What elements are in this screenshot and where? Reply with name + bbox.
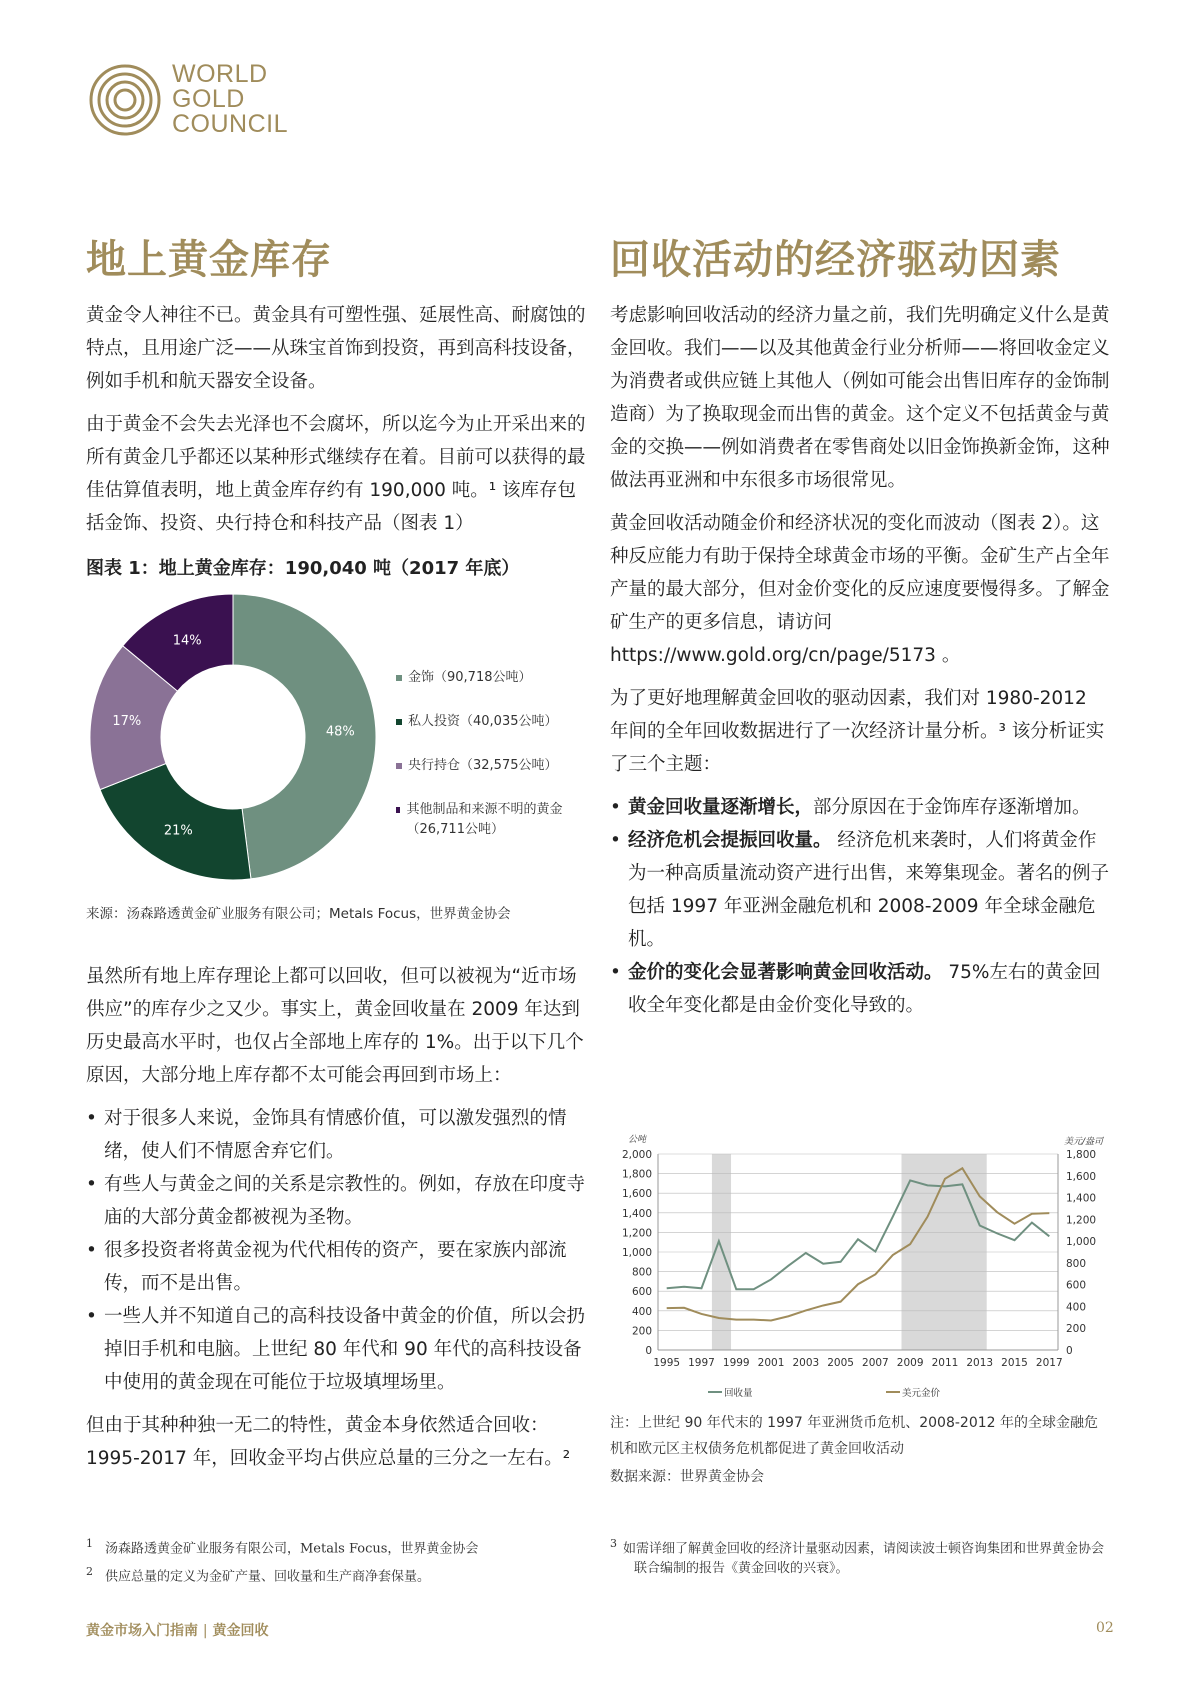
slice-label: 21% — [163, 823, 193, 839]
legend-item — [396, 712, 596, 732]
footnote — [86, 1534, 586, 1559]
x-tick-label: 2007 — [862, 1357, 889, 1369]
list-item — [610, 791, 1110, 824]
chart-legend — [396, 668, 596, 864]
legend-item — [396, 756, 596, 776]
y-right-tick-label: 0 — [1066, 1345, 1073, 1357]
footer-breadcrumb: 黄金市场入门指南 | 黄金回收 — [86, 1623, 269, 1639]
list-item — [610, 956, 1110, 1022]
x-tick-label: 2011 — [931, 1357, 959, 1369]
chart-note: 注：上世纪 90 年代末的 1997 年亚洲货币危机、2008-2012 年的全球金融危机和欧元区主权债务危机都促进了黄金回收活动 — [610, 1415, 1099, 1457]
footer-guide-title: 黄金市场入门指南 — [86, 1623, 198, 1639]
paragraph: 但由于其种种独一无二的特性，黄金本身依然适合回收：1995-2017 年，回收金平均占供应总量的三分之一左右。² — [86, 1415, 571, 1469]
legend-label: 其他制品和来源不明的黄金（26,711公吨） — [406, 802, 563, 837]
x-tick-label: 2017 — [1035, 1357, 1063, 1369]
y-right-axis-label: 美元/盎司 — [1063, 1137, 1103, 1147]
slice-label: 48% — [325, 724, 355, 740]
section-title: 地上黄金库存 — [86, 237, 332, 283]
y-left-tick-label: 600 — [631, 1286, 652, 1299]
list-item — [610, 824, 1110, 956]
legend-item — [396, 668, 596, 688]
footnote — [610, 1534, 1110, 1579]
x-tick-label: 1997 — [688, 1357, 715, 1369]
y-right-tick-label: 1,200 — [1066, 1214, 1097, 1227]
footer-section: 黄金回收 — [212, 1623, 269, 1639]
legend-label: 美元金价 — [902, 1388, 941, 1399]
bullet-bold: 黄金回收量逐渐增长， — [628, 797, 814, 818]
world-gold-council-logo — [88, 62, 288, 137]
bullet-list — [610, 791, 1110, 1022]
bullet-bold: 经济危机会提振回收量。 — [628, 830, 832, 851]
x-tick-label: 2015 — [1001, 1357, 1028, 1369]
slice-label: 17% — [112, 714, 142, 730]
legend-label: 央行持仓（32,575公吨） — [408, 758, 558, 773]
legend-label: 金饰（90,718公吨） — [408, 670, 532, 685]
y-right-tick-label: 1,600 — [1066, 1170, 1097, 1183]
y-left-tick-label: 1,400 — [621, 1207, 652, 1220]
list-item: • 有些人与黄金之间的关系是宗教性的。例如，存放在印度寺庙的大部分黄金都被视为圣物。 — [86, 1168, 586, 1234]
list-item: • 一些人并不知道自己的高科技设备中黄金的价值，所以会扔掉旧手机和电脑。上世纪 80 年代和 90 年代的高科技设备中使用的黄金现在可能位于垃圾填埋场里。 — [86, 1300, 586, 1399]
y-right-tick-label: 800 — [1066, 1257, 1087, 1270]
logo-rings-icon — [88, 63, 162, 137]
logo-line: WORLD — [172, 60, 268, 88]
legend-swatch — [396, 807, 400, 813]
y-left-tick-label: 1,800 — [621, 1168, 652, 1181]
x-tick-label: 1999 — [722, 1357, 750, 1369]
footnote-text: 供应总量的定义为金矿产量、回收量和生产商净套保量。 — [105, 1569, 431, 1585]
legend-label: 回收量 — [724, 1388, 753, 1399]
legend-swatch — [396, 675, 402, 681]
figure-title: 图表 1：地上黄金库存：190,040 吨（2017 年底） — [86, 558, 520, 579]
paragraph: 黄金令人神往不已。黄金具有可塑性强、延展性高、耐腐蚀的特点，且用途广泛——从珠宝首饰到投资，再到高科技设备，例如手机和航天器安全设备。 — [86, 305, 586, 392]
left-column-lower — [86, 960, 586, 1485]
slice-label: 14% — [172, 633, 202, 649]
legend-swatch — [396, 719, 402, 725]
y-left-tick-label: 400 — [631, 1305, 652, 1318]
y-left-tick-label: 800 — [631, 1266, 652, 1279]
list-item: • 很多投资者将黄金视为代代相传的资产，要在家族内部流传，而不是出售。 — [86, 1234, 586, 1300]
donut-chart — [88, 592, 378, 882]
legend-item — [396, 800, 596, 840]
bullet-list — [86, 1102, 586, 1399]
legend-swatch — [396, 763, 402, 769]
logo-line: COUNCIL — [172, 110, 289, 138]
y-left-tick-label: 200 — [631, 1325, 652, 1338]
paragraph — [610, 507, 1110, 672]
page-number: 02 — [1096, 1620, 1114, 1636]
paragraph-text: 黄金回收活动随金价和经济状况的变化而波动（图表 2）。这种反应能力有助于保持全球黄金市场的平衡。金矿生产占全年产量的最大部分，但对金价变化的反应速度要慢得多。了解金矿生产的更多信息，请访问 — [610, 513, 1110, 633]
x-tick-label: 1995 — [653, 1357, 681, 1369]
right-column — [610, 228, 1110, 1022]
footnote-number: 2 — [86, 1565, 93, 1578]
bullet-text: 部分原因在于金饰库存逐渐增加。 — [813, 797, 1091, 818]
footnote-text: 汤森路透黄金矿业服务有限公司，Metals Focus，世界黄金协会 — [105, 1541, 479, 1557]
paragraph: 考虑影响回收活动的经济力量之前，我们先明确定义什么是黄金回收。我们——以及其他黄金行业分析师——将回收金定义为消费者或供应链上其他人（例如可能会出售旧库存的金饰制造商）为了换取现金而出售的黄金。这个定义不包括黄金与黄金的交换——例如消费者在零售商处以旧金饰换新金饰，这种做法再亚洲和中东很多市场很常见。 — [610, 305, 1110, 491]
footnote-text: 如需详细了解黄金回收的经济计量驱动因素，请阅读波士顿咨询集团和世界黄金协会联合编制的报告《黄金回收的兴衰》。 — [623, 1541, 1105, 1577]
left-column — [86, 228, 586, 580]
y-left-axis-label: 公吨 — [628, 1135, 647, 1145]
x-tick-label: 2001 — [757, 1357, 785, 1369]
y-right-tick-label: 200 — [1066, 1323, 1087, 1336]
figure-source: 来源：汤森路透黄金矿业服务有限公司；Metals Focus，世界黄金协会 — [86, 906, 511, 922]
bullet-text: 75%左右的黄金回收全年变化都是由金价变化导致的。 — [628, 962, 1101, 1016]
link-gold-org[interactable]: https://www.gold.org/cn/page/5173 。 — [610, 645, 961, 666]
footnote — [86, 1562, 586, 1587]
x-tick-label: 2003 — [792, 1357, 820, 1369]
paragraph: 虽然所有地上库存理论上都可以回收，但可以被视为“近市场供应”的库存少之又少。事实上，黄金回收量在 2009 年达到历史最高水平时，也仅占全部地上库存的 1%。出于以下几个原因，大部分地上库存都不太可能会再回到市场上： — [86, 966, 584, 1086]
y-right-tick-label: 1,400 — [1066, 1192, 1097, 1205]
footnote-number: 3 — [610, 1537, 617, 1550]
paragraph: 由于黄金不会失去光泽也不会腐坏，所以迄今为止开采出来的所有黄金几乎都还以某种形式继续存在着。目前可以获得的最佳估算值表明，地上黄金库存约有 190,000 吨。¹ 该库存包括金饰、投资、央行持仓和科技产品（图表 1） — [86, 414, 586, 534]
section-title: 回收活动的经济驱动因素 — [610, 237, 1061, 283]
y-left-tick-label: 2,000 — [621, 1149, 652, 1161]
x-tick-label: 2013 — [966, 1357, 994, 1369]
y-left-tick-label: 0 — [645, 1345, 652, 1357]
x-tick-label: 2009 — [896, 1357, 924, 1369]
logo-line: GOLD — [172, 85, 245, 113]
x-tick-label: 2005 — [827, 1357, 854, 1369]
y-left-tick-label: 1,600 — [621, 1188, 652, 1201]
list-item: • 对于很多人来说，金饰具有情感价值，可以激发强烈的情绪，使人们不情愿舍弃它们。 — [86, 1102, 586, 1168]
y-right-tick-label: 1,000 — [1066, 1236, 1097, 1249]
y-left-tick-label: 1,000 — [621, 1247, 652, 1259]
chart-data-source: 数据来源：世界黄金协会 — [610, 1469, 764, 1485]
footnote-number: 1 — [86, 1537, 93, 1550]
paragraph: 为了更好地理解黄金回收的驱动因素，我们对 1980-2012 年间的全年回收数据进行了一次经济计量分析。³ 该分析证实了三个主题： — [610, 688, 1105, 775]
y-left-tick-label: 1,200 — [621, 1227, 652, 1240]
y-right-tick-label: 600 — [1066, 1279, 1087, 1292]
y-right-tick-label: 400 — [1066, 1301, 1087, 1314]
y-right-tick-label: 1,800 — [1066, 1149, 1097, 1161]
legend-label: 私人投资（40,035公吨） — [408, 714, 558, 729]
recycling-line-chart — [608, 1128, 1118, 1408]
bullet-text: 经济危机来袭时，人们将黄金作为一种高质量流动资产进行出售，来筹集现金。著名的例子包括 1997 年亚洲金融危机和 2008-2009 年全球金融危机。 — [628, 830, 1110, 950]
bullet-bold: 金价的变化会显著影响黄金回收活动。 — [628, 962, 943, 983]
